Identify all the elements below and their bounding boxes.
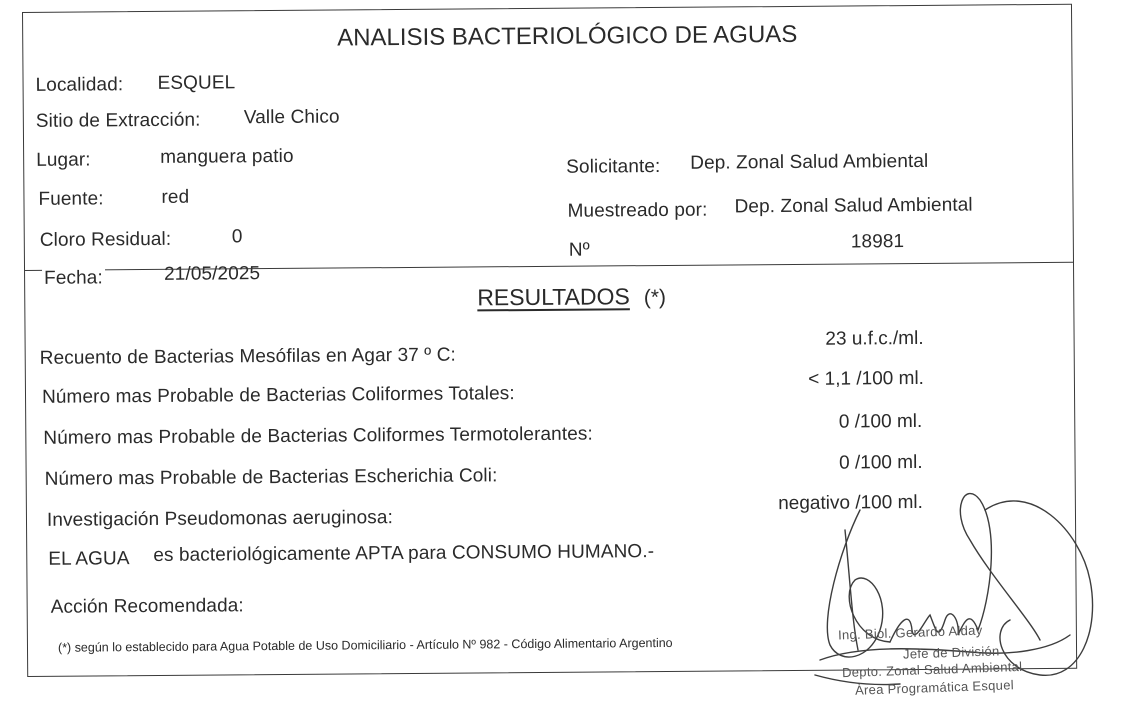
fecha-label: Fecha: <box>42 267 105 289</box>
cloro-value: 0 <box>231 226 243 248</box>
page-title: ANALISIS BACTERIOLÓGICO DE AGUAS <box>337 20 798 52</box>
footnote: (*) según lo establecido para Agua Potable de Uso Domiciliario - Artículo Nº 982 - Código Alimentario Argentino <box>57 635 673 655</box>
stamp-name: Ing. Biol. Gerardo Alday <box>837 622 983 643</box>
stamp-department: Depto. Zonal Salud Ambiental <box>841 658 1023 681</box>
result-row-label: Investigación Pseudomonas aeruginosa: <box>46 507 394 531</box>
result-row-label: Número mas Probable de Bacterias Coliformes Totales: <box>41 383 515 408</box>
stamp-role: Jefe de División <box>902 643 1000 662</box>
conclusion-subject: EL AGUA <box>48 548 130 570</box>
muestreado-value: Dep. Zonal Salud Ambiental <box>734 194 973 218</box>
muestreado-label: Muestreado por: <box>567 199 708 222</box>
accion-label: Acción Recomendada: <box>50 595 244 618</box>
result-row-value: negativo /100 ml. <box>778 491 923 515</box>
results-heading: RESULTADOS (*) <box>477 283 667 311</box>
sitio-value: Valle Chico <box>243 106 340 129</box>
cloro-label: Cloro Residual: <box>39 228 172 251</box>
solicitante-value: Dep. Zonal Salud Ambiental <box>690 150 929 174</box>
conclusion-text: es bacteriológicamente APTA para CONSUMO HUMANO.- <box>153 541 655 566</box>
solicitante-label: Solicitante: <box>566 155 661 178</box>
numero-value: 18981 <box>850 231 905 253</box>
result-row-label: Número mas Probable de Bacterias Escherichia Coli: <box>44 465 498 490</box>
result-row-value: 0 /100 ml. <box>839 451 923 474</box>
result-row-value: < 1,1 /100 ml. <box>808 367 924 390</box>
fuente-value: red <box>161 186 190 208</box>
lugar-value: manguera patio <box>160 145 294 168</box>
stamp-area: Área Programática Esquel <box>854 677 1015 698</box>
result-row-value: 0 /100 ml. <box>838 410 923 433</box>
result-row-label: Número mas Probable de Bacterias Coliformes Termotolerantes: <box>43 423 593 449</box>
numero-label: Nº <box>568 239 590 261</box>
sitio-label: Sitio de Extracción: <box>35 109 201 132</box>
lugar-label: Lugar: <box>36 149 91 171</box>
fecha-value: 21/05/2025 <box>163 263 261 285</box>
localidad-label: Localidad: <box>35 74 124 96</box>
localidad-value: ESQUEL <box>157 72 236 94</box>
fuente-label: Fuente: <box>38 188 104 210</box>
result-row-value: 23 u.f.c./ml. <box>825 327 924 350</box>
result-row-label: Recuento de Bacterias Mesófilas en Agar 37 º C: <box>39 344 456 369</box>
